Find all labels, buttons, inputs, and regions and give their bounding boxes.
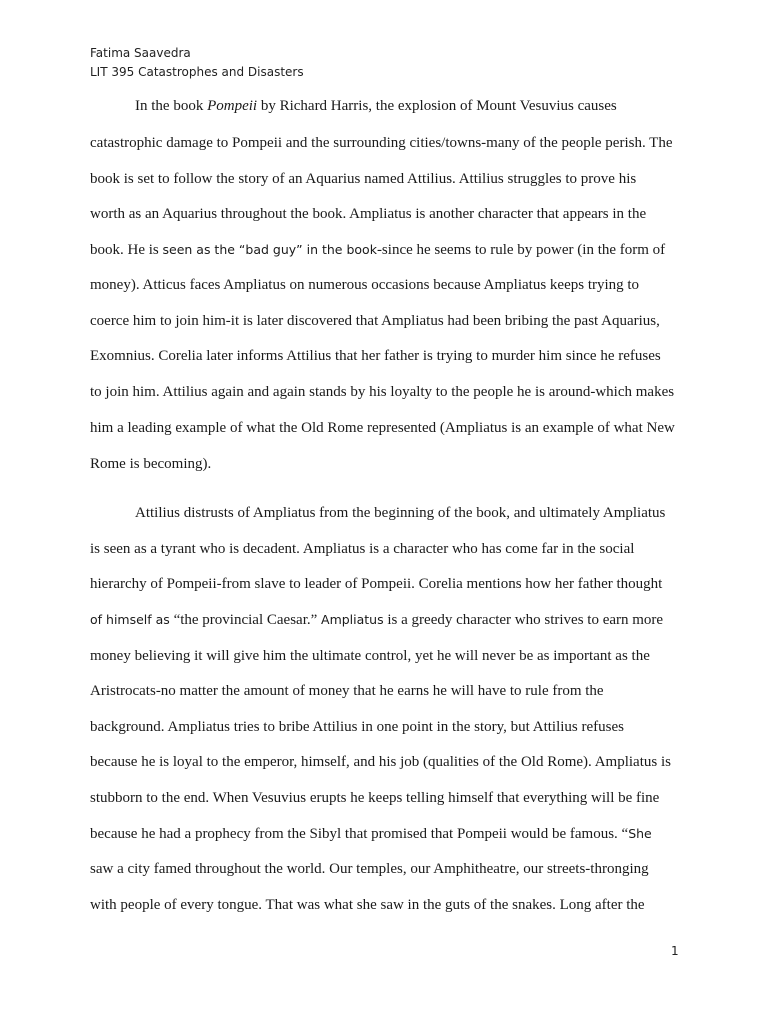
document-header: [90, 44, 304, 82]
text-line: Exomnius. Corelia later informs Attilius that her father is trying to murder him since he refuses: [90, 348, 661, 364]
course-title: LIT 395 Catastrophes and Disasters: [90, 65, 304, 79]
text-line: money believing it will give him the ultimate control, yet he will never be as important as the: [90, 648, 650, 664]
page-number: 1: [671, 944, 679, 958]
text-line: is seen as a tyrant who is decadent. Ampliatus is a character who has come far in the social: [90, 541, 635, 557]
text-line: with people of every tongue. That was what she saw in the guts of the snakes. Long after the: [90, 897, 645, 913]
text-line: him a leading example of what the Old Rome represented (Ampliatus is an example of what New: [90, 420, 675, 436]
text-line: Rome is becoming).: [90, 456, 212, 472]
text-line: coerce him to join him-it is later discovered that Ampliatus had been bribing the past Aquarius,: [90, 313, 660, 329]
text-line: In the book Pompeii by Richard Harris, the explosion of Mount Vesuvius causes: [135, 98, 617, 114]
text-line: Aristrocats-no matter the amount of money that he earns he will have to rule from the: [90, 683, 604, 699]
text-line: money). Atticus faces Ampliatus on numerous occasions because Ampliatus keeps trying to: [90, 277, 640, 293]
text-line: saw a city famed throughout the world. Our temples, our Amphitheatre, our streets-thronging: [90, 861, 649, 877]
text-line: book is set to follow the story of an Aquarius named Attilius. Attilius struggles to prove his: [90, 171, 637, 187]
text-line: book. He is seen as the “bad guy” in the book-since he seems to rule by power (in the form of: [90, 242, 666, 258]
text-line: background. Ampliatus tries to bribe Attilius in one point in the story, but Attilius refuses: [90, 719, 624, 735]
text-line: hierarchy of Pompeii-from slave to leader of Pompeii. Corelia mentions how her father thought: [90, 576, 663, 592]
author-name: Fatima Saavedra: [90, 46, 191, 60]
text-line: Attilius distrusts of Ampliatus from the beginning of the book, and ultimately Ampliatus: [135, 505, 666, 521]
text-line: to join him. Attilius again and again stands by his loyalty to the people he is around-which makes: [90, 384, 675, 400]
text-line: worth as an Aquarius throughout the book. Ampliatus is another character that appears in the: [90, 206, 647, 222]
text-line: of himself as “the provincial Caesar.” Ampliatus is a greedy character who strives to earn more: [90, 612, 664, 628]
text-line: stubborn to the end. When Vesuvius erupts he keeps telling himself that everything will be fine: [90, 790, 660, 806]
text-line: because he had a prophecy from the Sibyl that promised that Pompeii would be famous. “She: [90, 826, 652, 842]
text-line: catastrophic damage to Pompeii and the surrounding cities/towns-many of the people perish. The: [90, 135, 673, 151]
text-line: because he is loyal to the emperor, himself, and his job (qualities of the Old Rome). Ampliatus is: [90, 754, 671, 770]
